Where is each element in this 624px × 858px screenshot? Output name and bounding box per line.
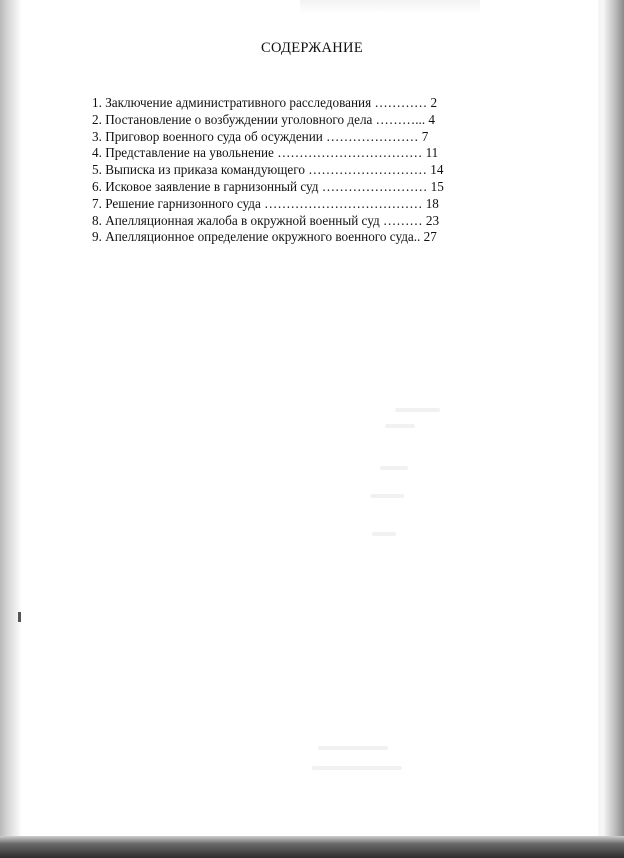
scan-left-shadow [0, 0, 22, 858]
toc-item: 9. Апелляционное определение окружного военного суда.. 27 [92, 229, 437, 245]
scan-left-mark [18, 612, 21, 622]
scan-right-edge [604, 0, 624, 858]
bleed-through-mark [380, 466, 408, 470]
bleed-through-mark [318, 746, 388, 750]
document-title: СОДЕРЖАНИЕ [261, 40, 363, 56]
toc-item: 8. Апелляционная жалоба в окружной военный суд ……… 23 [92, 212, 440, 228]
bleed-through-mark [312, 766, 402, 770]
toc-item: 1. Заключение административного расследования ………… 2 [92, 95, 438, 110]
scan-top-shadow [300, 0, 480, 14]
toc-item: 4. Представление на увольнение …………………………… 11 [92, 145, 439, 161]
toc-item: 6. Исковое заявление в гарнизонный суд …………………… 15 [92, 178, 444, 194]
toc-item: 2. Постановление о возбуждении уголовного дела ………... 4 [92, 111, 436, 127]
table-of-contents [92, 95, 492, 246]
bleed-through-mark [372, 532, 396, 536]
bleed-through-mark [395, 408, 440, 412]
toc-item: 5. Выписка из приказа командующего ……………………… 14 [92, 162, 444, 178]
bleed-through-mark [385, 424, 415, 428]
toc-item: 7. Решение гарнизонного суда ……………………………… 18 [92, 195, 439, 211]
bleed-through-mark [370, 494, 404, 498]
scan-bottom-edge [0, 836, 624, 858]
toc-item: 3. Приговор военного суда об осуждении ………………… 7 [92, 128, 429, 144]
